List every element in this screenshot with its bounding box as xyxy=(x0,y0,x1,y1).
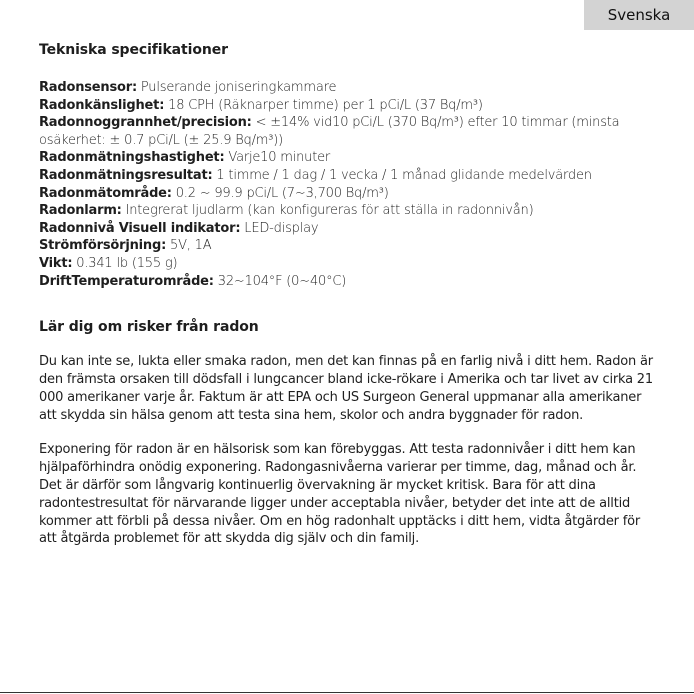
spec-row xyxy=(39,185,659,203)
bottom-divider xyxy=(0,692,694,693)
spec-value: 0.2 ~ 99.9 pCi/L (7~3,700 Bq/m³) xyxy=(171,185,389,201)
language-tab[interactable]: Svenska xyxy=(584,0,694,30)
spec-row xyxy=(39,220,659,238)
spec-label: Strömförsörjning: xyxy=(39,238,167,254)
spec-value: Integrerat ljudlarm (kan konfigureras för att ställa in radonnivån) xyxy=(121,203,534,219)
spec-label: Radonsensor: xyxy=(39,80,137,95)
spec-row xyxy=(39,79,659,97)
spec-label: Radonnoggrannhet/precision: xyxy=(39,115,252,131)
paragraph: Du kan inte se, lukta eller smaka radon, men det kan finnas på en farlig nivå i ditt hem. Radon är den främsta orsaken till dödsfall i lungcancer bland icke-rökare i Amerika och tar livet av cirka 21 000 amerikaner varje år. Faktum är att EPA och US Surgeon General uppmanar alla amerikaner att skydda sin hälsa genom att testa sina hem, skolor och andra byggnader för radon. xyxy=(39,354,653,423)
spec-row xyxy=(39,255,659,273)
spec-label: Radonkänslighet: xyxy=(39,97,165,113)
spec-value: 5V, 1A xyxy=(166,238,212,254)
risks-heading: Lär dig om risker från radon xyxy=(39,319,259,336)
spec-label: Radonnivå Visuell indikator: xyxy=(39,220,241,236)
spec-label: DriftTemperaturområde: xyxy=(39,273,214,289)
spec-value: 32~104°F (0~40°C) xyxy=(213,273,347,289)
spec-row xyxy=(39,202,659,220)
spec-value: 18 CPH (Räknarper timme) per 1 pCi/L (37 Bq/m³) xyxy=(164,97,483,113)
spec-label: Radonmätningshastighet: xyxy=(39,150,225,166)
spec-row xyxy=(39,114,659,149)
specs-heading: Tekniska specifikationer xyxy=(39,42,228,58)
spec-row xyxy=(39,149,659,167)
paragraph: Exponering för radon är en hälsorisk som kan förebyggas. Att testa radonnivåer i ditt hem kan hjälpaförhindra onödig exponering. Radongasnivåerna varierar per timme, dag, månad och år. Det är därför som långvarig kontinuerlig övervakning är mycket kritisk. Bara för att dina radontestresultat för närvarande ligger under acceptabla nivåer, betyder det inte att de alltid kommer att förbli på dessa nivåer. Om en hög radonhalt upptäcks i ditt hem, vidta åtgärder för att åtgärda problemet för att skydda dig själv och din familj. xyxy=(39,442,640,547)
spec-value: < ±14% vid10 pCi/L (370 Bq/m³) efter 10 timmar (minsta osäkerhet: ± 0.7 pCi/L (± 25.9 Bq/m³)) xyxy=(39,115,620,148)
spec-value: 0.341 lb (155 g) xyxy=(72,255,178,271)
document-content xyxy=(39,41,659,548)
spec-value: 1 timme / 1 dag / 1 vecka / 1 månad glidande medelvärden xyxy=(212,167,592,183)
spec-row xyxy=(39,97,659,115)
specs-list xyxy=(39,79,659,290)
spec-row xyxy=(39,237,659,255)
spec-row xyxy=(39,167,659,185)
spec-value: Varje10 minuter xyxy=(224,150,331,166)
spec-value: Pulserande joniseringkammare xyxy=(136,80,337,95)
spec-value: LED-display xyxy=(240,220,319,236)
spec-label: Radonmätområde: xyxy=(39,185,172,201)
spec-label: Radonmätningsresultat: xyxy=(39,167,213,183)
spec-label: Radonlarm: xyxy=(39,203,122,219)
spec-label: Vikt: xyxy=(39,255,73,271)
spec-row xyxy=(39,273,659,291)
